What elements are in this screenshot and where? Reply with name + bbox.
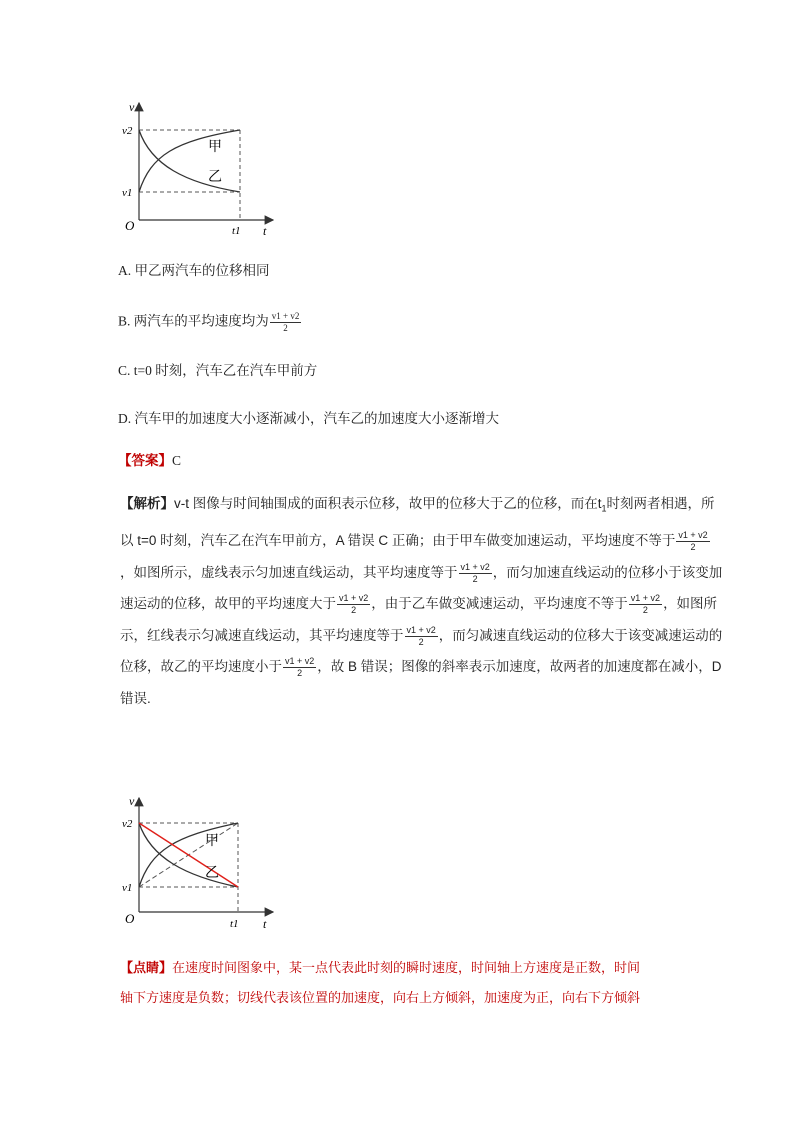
v1-label: v1	[122, 187, 133, 199]
jia-label: 甲	[205, 834, 219, 849]
yi-label: 乙	[208, 170, 222, 185]
fraction: $\frac{v1 + v2}{2}$	[460, 561, 490, 584]
curve-yi	[139, 130, 240, 192]
fraction: $\frac{v1 + v2}{2}$	[339, 593, 369, 616]
jia-label: 甲	[208, 140, 222, 155]
option-c: C. t=0 时刻，汽车乙在汽车甲前方	[118, 363, 318, 378]
v1-label: v1	[122, 882, 133, 894]
analysis-line-1: 【解析】v-t 图像与时间轴围成的面积表示位移，故甲的位移大于乙的位移，而在$t_1$时刻两者相遇，所	[120, 496, 715, 514]
answer-value: C	[172, 453, 182, 468]
analysis-line-5: 示，红线表示匀减速直线运动，其平均速度等于 $\frac{v1 + v2}{2}$ ，而匀减速直线运动的位移大于该变减速运动的	[120, 624, 723, 647]
analysis-line-4: 速运动的位移，故甲的平均速度大于 $\frac{v1 + v2}{2}$ ，由于乙车做变减速运动，平均速度不等于 $\frac{v1 + v2}{2}$ ，如图所	[120, 593, 718, 616]
analysis-line-2: 以 t=0 时刻，汽车乙在汽车甲前方，A 错误 C 正确；由于甲车做变加速运动，平均速度不等于 $\frac{v1 + v2}{2}$	[120, 530, 708, 553]
answer-label: 【答案】	[118, 453, 172, 468]
tip-line-1: 【点睛】在速度时间图象中，某一点代表此时刻的瞬时速度，时间轴上方速度是正数，时间	[120, 960, 641, 975]
fraction: $\frac{v1 + v2}{2}$	[271, 311, 300, 333]
option-d: D. 汽车甲的加速度大小逐渐减小，汽车乙的加速度大小逐渐增大	[118, 411, 499, 426]
tip-line-2: 轴下方速度是负数；切线代表该位置的加速度，向右上方倾斜，加速度为正，向右下方倾斜	[120, 990, 641, 1005]
v2-label: v2	[122, 818, 133, 830]
answer	[118, 452, 181, 470]
option-a: A. 甲乙两汽车的位移相同	[118, 263, 270, 278]
v-axis-label: v	[129, 100, 135, 114]
t1-label: t1	[230, 918, 239, 930]
analysis	[120, 488, 723, 714]
fraction: $\frac{v1 + v2}{2}$	[406, 624, 436, 647]
fraction: $\frac{v1 + v2}{2}$	[678, 530, 708, 553]
t-axis-label: t	[263, 224, 267, 238]
analysis-line-7: 错误.	[120, 690, 151, 706]
option-b	[118, 312, 302, 333]
yi-label: 乙	[205, 866, 219, 881]
analysis-line-3: ，如图所示，虚线表示匀加速直线运动，其平均速度等于 $\frac{v1 + v2}{2}$ ，而匀加速直线运动的位移小于该变加	[120, 561, 723, 584]
fraction: $\frac{v1 + v2}{2}$	[285, 656, 315, 679]
curve-jia	[139, 130, 240, 192]
t1-label: t1	[232, 225, 241, 237]
analysis-line-6: 位移，故乙的平均速度小于 $\frac{v1 + v2}{2}$ ，故 B 错误；图像的斜率表示加速度，故两者的加速度都在减小，D	[120, 656, 722, 679]
fraction: $\frac{v1 + v2}{2}$	[630, 593, 661, 616]
vt-diagram-top	[115, 95, 285, 245]
origin-label: O	[125, 218, 135, 233]
v2-label: v2	[122, 125, 133, 137]
v-axis-label: v	[129, 794, 135, 808]
tip-label: 【点睛】	[120, 960, 173, 975]
t-axis-label: t	[263, 917, 267, 931]
vt-diagram-bottom	[115, 792, 285, 937]
option-b-text: B. 两汽车的平均速度均为	[118, 313, 269, 329]
analysis-label: 【解析】	[120, 496, 174, 511]
tip	[120, 953, 680, 1013]
origin-label: O	[125, 911, 135, 926]
